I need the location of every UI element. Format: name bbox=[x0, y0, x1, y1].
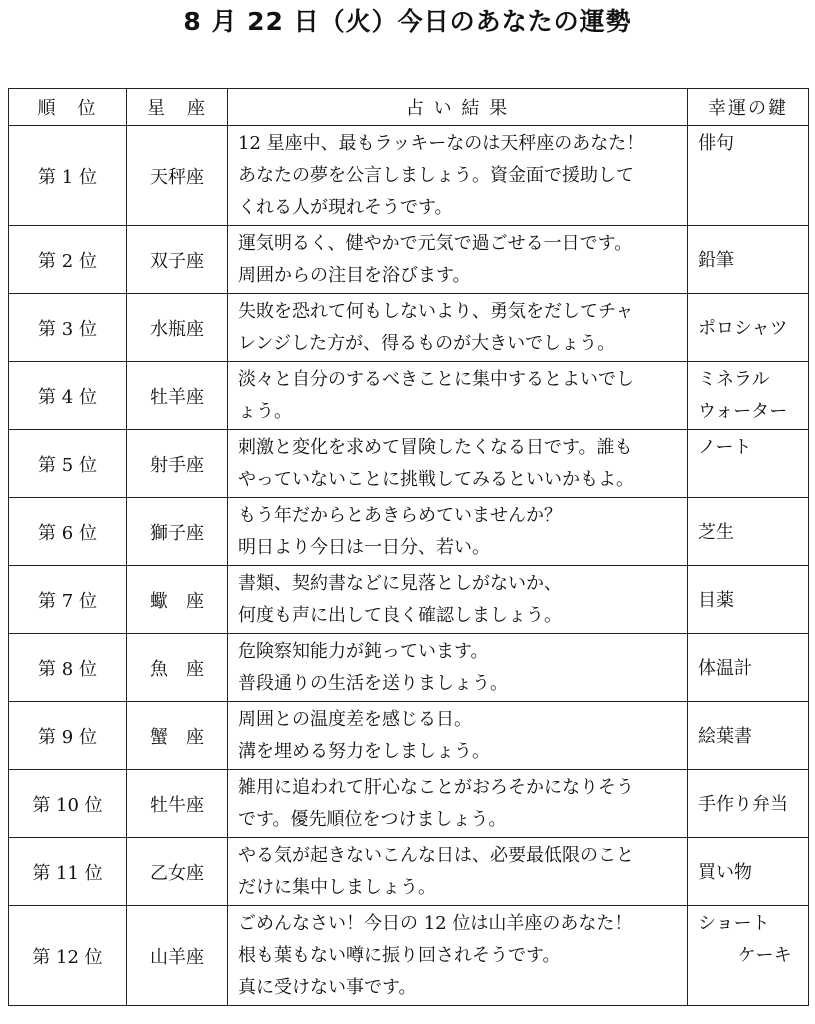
table-row bbox=[9, 770, 809, 838]
fortune-text-line: 12 星座中、最もラッキーなのは天秤座のあなた！ bbox=[238, 133, 645, 154]
lucky-item-text: ポロシャツ bbox=[698, 317, 788, 339]
zodiac-sign-cell: 牡牛座 bbox=[127, 770, 228, 838]
zodiac-sign-cell: 双子座 bbox=[127, 226, 228, 294]
table-row bbox=[9, 566, 809, 634]
lucky-item-cell bbox=[688, 226, 809, 294]
rank-cell: 第 3 位 bbox=[9, 294, 127, 362]
fortune-text-line: 周囲からの注目を浴びます。 bbox=[238, 265, 471, 286]
zodiac-sign-cell: 蠍 座 bbox=[127, 566, 228, 634]
page-title: 8 月 22 日（火）今日のあなたの運勢 bbox=[183, 7, 632, 36]
lucky-item-cell bbox=[688, 702, 809, 770]
table-row bbox=[9, 906, 809, 1006]
lucky-item-text: 鉛筆 bbox=[698, 249, 734, 271]
fortune-result-cell bbox=[228, 294, 688, 362]
lucky-item-cell bbox=[688, 362, 809, 430]
fortune-text-line: 何度も声に出して良く確認しましょう。 bbox=[238, 605, 562, 626]
header-sign: 星 座 bbox=[127, 89, 228, 126]
fortune-table bbox=[8, 88, 809, 1006]
fortune-text-line: ごめんなさい！今日の 12 位は山羊座のあなた！ bbox=[238, 913, 633, 934]
lucky-item-cell bbox=[688, 770, 809, 838]
fortune-result-cell bbox=[228, 702, 688, 770]
zodiac-sign-cell: 水瓶座 bbox=[127, 294, 228, 362]
rank-cell: 第 5 位 bbox=[9, 430, 127, 498]
lucky-item-cell bbox=[688, 498, 809, 566]
fortune-text-line: 普段通りの生活を送りましょう。 bbox=[238, 673, 508, 694]
lucky-item-text: 体温計 bbox=[698, 657, 752, 679]
fortune-text-line: だけに集中しましょう。 bbox=[238, 877, 436, 898]
fortune-result-cell bbox=[228, 906, 688, 1006]
lucky-item-cell bbox=[688, 906, 809, 1006]
lucky-item-cell bbox=[688, 838, 809, 906]
lucky-item-text: 買い物 bbox=[698, 861, 752, 883]
lucky-item-cell bbox=[688, 634, 809, 702]
lucky-item-text: 絵葉書 bbox=[698, 725, 752, 747]
fortune-text-line: 雑用に追われて肝心なことがおろそかになりそう bbox=[238, 777, 634, 798]
header-rank: 順 位 bbox=[9, 89, 127, 126]
fortune-text-line: 淡々と自分のするべきことに集中するとよいでし bbox=[238, 369, 634, 390]
lucky-item-cell bbox=[688, 430, 809, 498]
rank-cell: 第 4 位 bbox=[9, 362, 127, 430]
lucky-item-cell bbox=[688, 294, 809, 362]
fortune-result-cell bbox=[228, 566, 688, 634]
fortune-text-line: 危険察知能力が鈍っています。 bbox=[238, 641, 489, 662]
fortune-text-line: です。優先順位をつけましょう。 bbox=[238, 809, 507, 830]
lucky-item-text: ミネラル bbox=[698, 369, 770, 390]
rank-cell: 第 7 位 bbox=[9, 566, 127, 634]
header-lucky-item: 幸運の鍵 bbox=[688, 89, 809, 126]
lucky-item-text: ウォーター bbox=[698, 401, 788, 422]
table-row bbox=[9, 634, 809, 702]
table-row bbox=[9, 430, 809, 498]
fortune-text-line: やる気が起きないこんな日は、必要最低限のこと bbox=[238, 845, 634, 866]
fortune-result-cell bbox=[228, 498, 688, 566]
rank-cell: 第 11 位 bbox=[9, 838, 127, 906]
rank-cell: 第 9 位 bbox=[9, 702, 127, 770]
fortune-text-line: 明日より今日は一日分、若い。 bbox=[238, 537, 490, 558]
rank-cell: 第 8 位 bbox=[9, 634, 127, 702]
fortune-result-cell bbox=[228, 226, 688, 294]
lucky-item-text: ノート bbox=[698, 437, 752, 458]
fortune-text-line: もう年だからとあきらめていませんか？ bbox=[238, 505, 562, 526]
table-row bbox=[9, 126, 809, 226]
rank-cell: 第 6 位 bbox=[9, 498, 127, 566]
fortune-text-line: あなたの夢を公言しましょう。資金面で援助して bbox=[238, 165, 634, 186]
table-row bbox=[9, 838, 809, 906]
fortune-result-cell bbox=[228, 770, 688, 838]
zodiac-sign-cell: 魚 座 bbox=[127, 634, 228, 702]
fortune-text-line: 溝を埋める努力をしましょう。 bbox=[238, 741, 490, 762]
zodiac-sign-cell: 蟹 座 bbox=[127, 702, 228, 770]
rank-cell: 第 1 位 bbox=[9, 126, 127, 226]
zodiac-sign-cell: 乙女座 bbox=[127, 838, 228, 906]
lucky-item-text: 俳句 bbox=[698, 133, 734, 154]
lucky-item-text: 芝生 bbox=[698, 521, 734, 543]
lucky-item-text: 目薬 bbox=[698, 589, 734, 611]
lucky-item-text: 手作り弁当 bbox=[698, 793, 788, 815]
zodiac-sign-cell: 天秤座 bbox=[127, 126, 228, 226]
table-row bbox=[9, 702, 809, 770]
fortune-text-line: 失敗を恐れて何もしないより、勇気をだしてチャ bbox=[238, 301, 634, 322]
lucky-item-cell bbox=[688, 566, 809, 634]
fortune-text-line: 周囲との温度差を感じる日。 bbox=[238, 709, 472, 730]
fortune-text-line: 書類、契約書などに見落としがないか、 bbox=[238, 573, 562, 594]
fortune-result-cell bbox=[228, 430, 688, 498]
fortune-text-line: ょう。 bbox=[238, 401, 292, 422]
rank-cell: 第 10 位 bbox=[9, 770, 127, 838]
header-row bbox=[9, 89, 809, 126]
fortune-result-cell bbox=[228, 126, 688, 226]
rank-cell: 第 12 位 bbox=[9, 906, 127, 1006]
fortune-result-cell bbox=[228, 838, 688, 906]
table-row bbox=[9, 362, 809, 430]
table-row bbox=[9, 294, 809, 362]
rank-cell: 第 2 位 bbox=[9, 226, 127, 294]
zodiac-sign-cell: 牡羊座 bbox=[127, 362, 228, 430]
table-row bbox=[9, 226, 809, 294]
zodiac-sign-cell: 山羊座 bbox=[127, 906, 228, 1006]
zodiac-sign-cell: 射手座 bbox=[127, 430, 228, 498]
lucky-item-cell bbox=[688, 126, 809, 226]
table-row bbox=[9, 498, 809, 566]
fortune-text-line: 刺激と変化を求めて冒険したくなる日です。誰も bbox=[238, 437, 633, 458]
fortune-text-line: 真に受けない事です。 bbox=[238, 977, 417, 998]
fortune-rows bbox=[9, 126, 809, 1006]
fortune-text-line: 根も葉もない噂に振り回されそうです。 bbox=[238, 945, 561, 966]
fortune-text-line: 運気明るく、健やかで元気で過ごせる一日です。 bbox=[238, 233, 633, 254]
lucky-item-text: ケーキ bbox=[737, 945, 792, 966]
fortune-text-line: レンジした方が、得るものが大きいでしょう。 bbox=[238, 333, 616, 354]
fortune-text-line: くれる人が現れそうです。 bbox=[238, 197, 453, 218]
zodiac-sign-cell: 獅子座 bbox=[127, 498, 228, 566]
lucky-item-text: ショート bbox=[698, 913, 770, 934]
fortune-result-cell bbox=[228, 634, 688, 702]
header-result: 占 い 結 果 bbox=[228, 89, 688, 126]
fortune-result-cell bbox=[228, 362, 688, 430]
fortune-text-line: やっていないことに挑戦してみるといいかもよ。 bbox=[238, 469, 634, 490]
